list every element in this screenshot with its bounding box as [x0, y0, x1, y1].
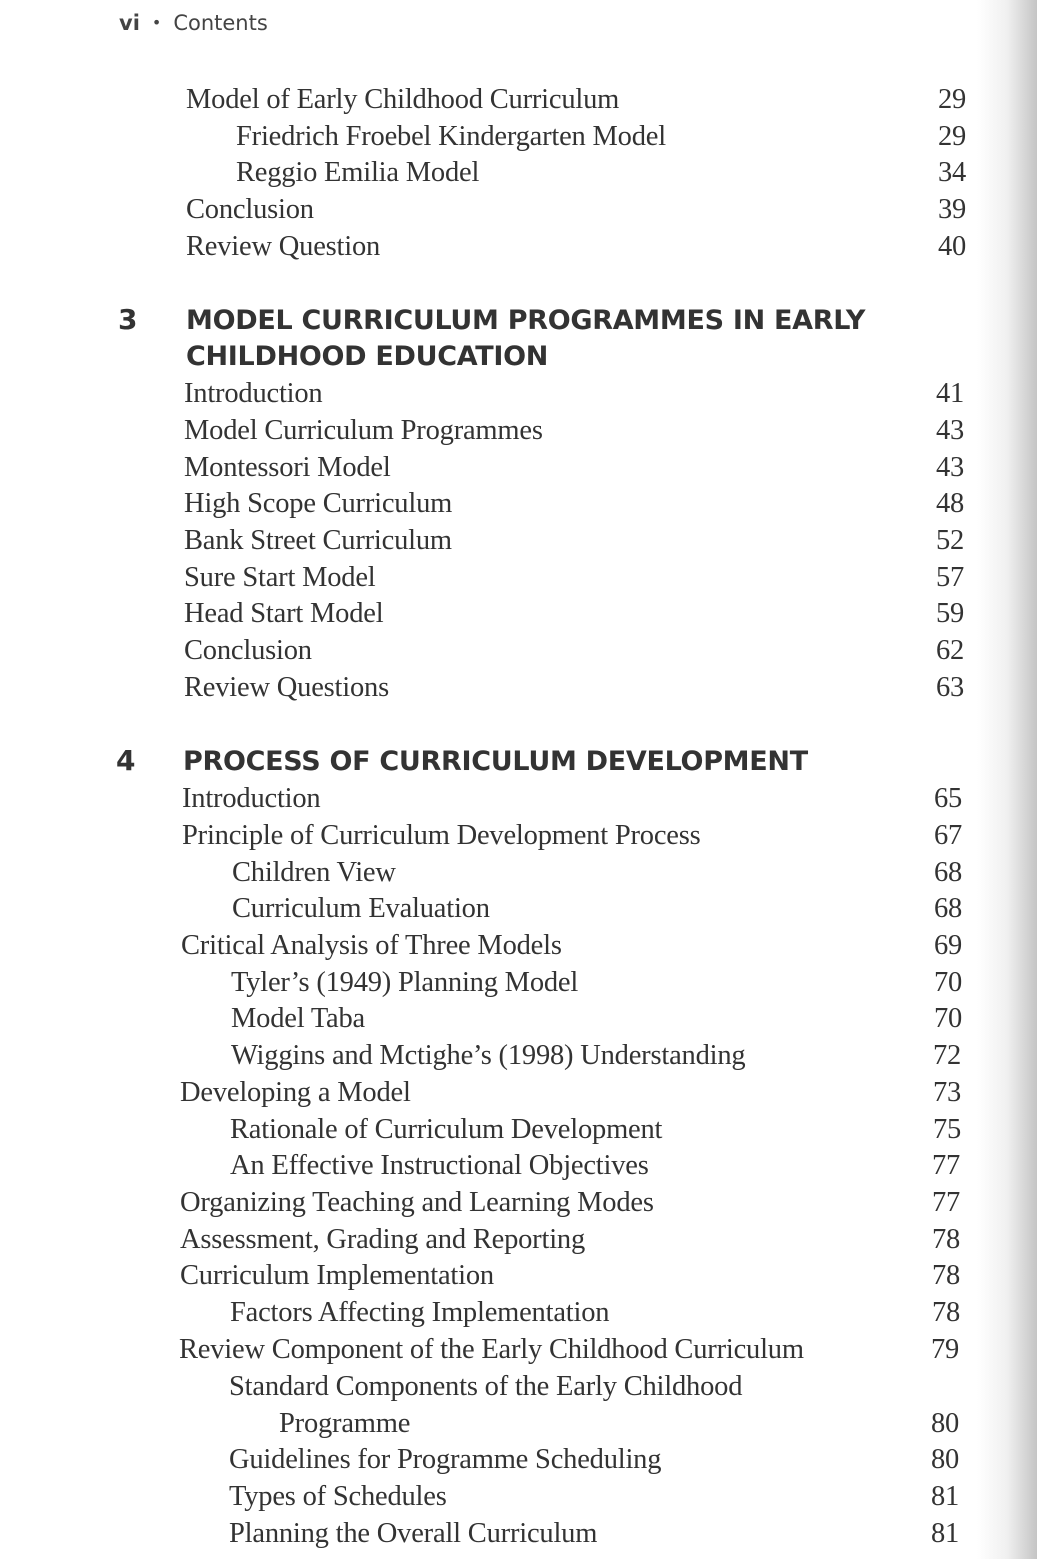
entry-label: Reggio Emilia Model — [236, 157, 480, 188]
toc-entry[interactable]: Children View — [232, 857, 396, 888]
toc-page: 80 — [931, 1408, 960, 1439]
separator-dot: • — [151, 13, 162, 32]
toc-entry[interactable]: Model Curriculum Programmes — [184, 415, 543, 446]
toc-entry[interactable]: Conclusion — [184, 635, 312, 666]
chapter-title-line: PROCESS OF CURRICULUM DEVELOPMENT — [183, 746, 808, 777]
toc-entry[interactable]: Introduction — [182, 783, 321, 814]
toc-entry[interactable]: Model Taba — [231, 1003, 365, 1034]
toc-entry[interactable]: Assessment, Grading and Reporting — [180, 1224, 586, 1255]
toc-entry[interactable]: Curriculum Implementation — [180, 1260, 494, 1291]
toc-entry[interactable]: Bank Street Curriculum — [184, 525, 452, 556]
toc-page: 81 — [931, 1518, 960, 1549]
toc-page: 77 — [932, 1150, 961, 1181]
entry-label: Friedrich Froebel Kindergarten Model — [236, 121, 666, 152]
toc-page: 77 — [932, 1187, 961, 1218]
toc-page: 34 — [938, 157, 967, 188]
toc-entry[interactable]: Guidelines for Programme Scheduling — [229, 1444, 662, 1475]
chapter-number: 3 — [118, 303, 138, 336]
page-folio: vi — [119, 11, 140, 35]
page-gutter-shadow — [977, 0, 1037, 1559]
toc-entry[interactable]: Sure Start Model — [184, 562, 376, 593]
toc-page: 78 — [932, 1260, 961, 1291]
chapter-title-line: CHILDHOOD EDUCATION — [186, 341, 549, 372]
toc-page: 40 — [938, 231, 967, 262]
chapter-number: 4 — [116, 744, 136, 777]
toc-entry[interactable]: Tyler’s (1949) Planning Model — [231, 967, 579, 998]
toc-page: 39 — [938, 194, 967, 225]
toc-entry[interactable]: Curriculum Evaluation — [232, 893, 490, 924]
toc-page: 29 — [938, 121, 967, 152]
toc-entry[interactable]: Programme — [279, 1408, 411, 1439]
toc-entry[interactable]: An Effective Instructional Objectives — [230, 1150, 649, 1181]
toc-entry[interactable]: Rationale of Curriculum Development — [230, 1114, 663, 1145]
toc-page: 59 — [936, 598, 965, 629]
toc-entry[interactable] — [236, 121, 666, 153]
toc-page: 41 — [936, 378, 965, 409]
toc-page: 75 — [933, 1114, 962, 1145]
toc-page: 68 — [934, 893, 963, 924]
toc-page: 67 — [934, 820, 963, 851]
toc-entry[interactable]: Standard Components of the Early Childhood — [229, 1371, 743, 1402]
section-title: Contents — [173, 11, 268, 35]
toc-entry[interactable]: Head Start Model — [184, 598, 384, 629]
entry-label: Conclusion — [186, 194, 314, 225]
toc-page: 70 — [934, 1003, 963, 1034]
toc-entry[interactable]: High Scope Curriculum — [184, 488, 453, 519]
toc-entry[interactable]: Review Questions — [184, 672, 389, 703]
toc-page: 78 — [932, 1297, 961, 1328]
toc-entry[interactable]: Wiggins and Mctighe’s (1998) Understanding — [231, 1040, 746, 1071]
toc-entry[interactable] — [186, 84, 619, 116]
chapter-title-line: MODEL CURRICULUM PROGRAMMES IN EARLY — [186, 305, 866, 336]
toc-page: 63 — [936, 672, 965, 703]
toc-page: 57 — [936, 562, 965, 593]
toc-entry[interactable]: Factors Affecting Implementation — [230, 1297, 610, 1328]
toc-page: 69 — [934, 930, 963, 961]
toc-page: 29 — [938, 84, 967, 115]
toc-entry[interactable] — [236, 157, 479, 189]
toc-page: 70 — [934, 967, 963, 998]
toc-entry[interactable]: Montessori Model — [184, 452, 391, 483]
toc-page: 43 — [936, 452, 965, 483]
toc-entry[interactable]: Developing a Model — [180, 1077, 411, 1108]
toc-entry[interactable]: Principle of Curriculum Development Process — [182, 820, 701, 851]
toc-page: 78 — [932, 1224, 961, 1255]
toc-page: 43 — [936, 415, 965, 446]
toc-entry[interactable]: Review Component of the Early Childhood Curriculum — [179, 1334, 804, 1365]
toc-entry[interactable]: Organizing Teaching and Learning Modes — [180, 1187, 654, 1218]
entry-label: Model of Early Childhood Curriculum — [186, 84, 620, 115]
toc-entry[interactable]: Critical Analysis of Three Models — [181, 930, 562, 961]
toc-page: 52 — [936, 525, 965, 556]
toc-page: 48 — [936, 488, 965, 519]
chapter-title[interactable] — [183, 744, 808, 780]
toc-page: 79 — [931, 1334, 960, 1365]
toc-page: 65 — [934, 783, 963, 814]
toc-page: 73 — [933, 1077, 962, 1108]
toc-page: 72 — [933, 1040, 962, 1071]
toc-entry[interactable]: Introduction — [184, 378, 323, 409]
running-head — [119, 11, 268, 35]
chapter-title[interactable] — [186, 303, 865, 375]
toc-entry[interactable]: Types of Schedules — [229, 1481, 447, 1512]
toc-entry[interactable] — [186, 194, 314, 226]
entry-label: Review Question — [186, 231, 381, 262]
toc-page: 68 — [934, 857, 963, 888]
toc-page: 81 — [931, 1481, 960, 1512]
toc-entry[interactable]: Planning the Overall Curriculum — [229, 1518, 598, 1549]
toc-entry[interactable] — [186, 231, 380, 263]
toc-page: 80 — [931, 1444, 960, 1475]
toc-page: 62 — [936, 635, 965, 666]
